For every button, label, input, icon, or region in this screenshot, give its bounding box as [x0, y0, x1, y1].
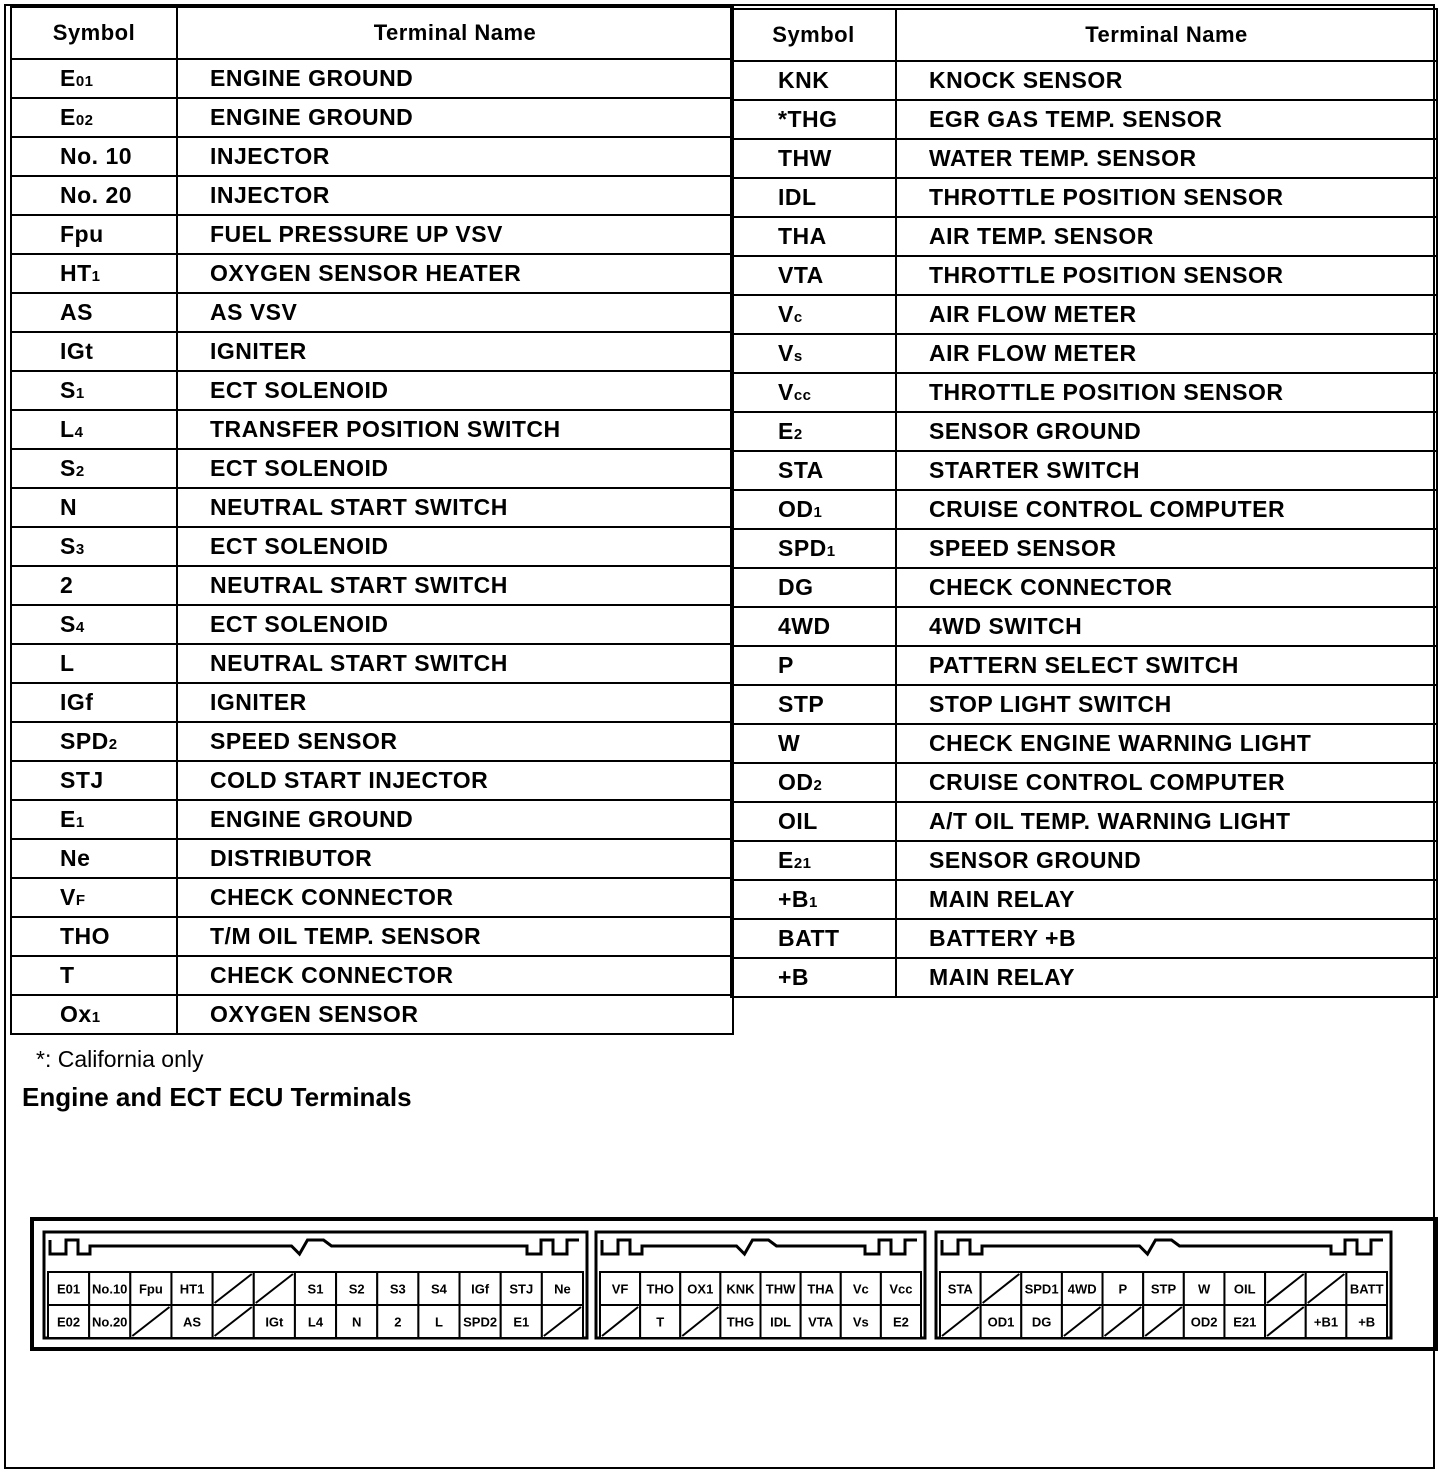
- symbol-text: 2: [60, 572, 74, 598]
- symbol-text: V: [778, 301, 794, 327]
- symbol-subscript: 1: [91, 268, 101, 285]
- table-row: [11, 332, 733, 371]
- table-row: [731, 568, 1437, 607]
- connector-pin-label: S4: [431, 1281, 447, 1297]
- terminal-name: STOP LIGHT SWITCH: [896, 685, 1437, 724]
- terminal-name: NEUTRAL START SWITCH: [177, 644, 733, 683]
- terminal-symbol: [11, 800, 177, 839]
- connector-pin-label: HT1: [179, 1281, 205, 1297]
- terminal-symbol: [731, 451, 896, 490]
- table-row: [11, 878, 733, 917]
- connector-pin-label: Fpu: [138, 1281, 163, 1297]
- terminal-name: MAIN RELAY: [896, 958, 1437, 997]
- symbol-text: SPD: [60, 728, 109, 754]
- connector-pin-label: Vc: [852, 1281, 869, 1297]
- symbol-subscript: 21: [793, 855, 812, 872]
- terminal-name: KNOCK SENSOR: [896, 61, 1437, 100]
- connector-pin-label: Vs: [852, 1314, 869, 1330]
- connector-latch-profile: [50, 1240, 579, 1254]
- terminal-name: IGNITER: [177, 332, 733, 371]
- connector-pin-label: IDL: [770, 1314, 792, 1330]
- symbol-text: SPD: [778, 535, 827, 561]
- table-row: [731, 373, 1437, 412]
- connector-pin-label: THO: [646, 1281, 674, 1297]
- terminal-symbol: [731, 919, 896, 958]
- table-row: [11, 527, 733, 566]
- terminal-name: AIR FLOW METER: [896, 334, 1437, 373]
- table-row: [731, 139, 1437, 178]
- symbol-text: +B: [778, 886, 810, 912]
- symbol-text: STJ: [60, 767, 104, 793]
- table-row: [11, 800, 733, 839]
- connector-pin-label: E02: [57, 1314, 81, 1330]
- terminal-symbol: [11, 98, 177, 137]
- table-row: [11, 644, 733, 683]
- symbol-text: THO: [60, 923, 111, 949]
- connector-pin-label: OIL: [1233, 1281, 1256, 1297]
- symbol-text: E: [778, 847, 794, 873]
- connector-pin-label: +B1: [1313, 1314, 1339, 1330]
- table-row: [11, 683, 733, 722]
- terminal-name: THROTTLE POSITION SENSOR: [896, 178, 1437, 217]
- symbol-text: *THG: [778, 106, 838, 132]
- symbol-text: S: [60, 455, 76, 481]
- terminal-name: CHECK CONNECTOR: [177, 878, 733, 917]
- terminal-symbol: [11, 878, 177, 917]
- connector-pin-label: E2: [892, 1314, 909, 1330]
- terminal-symbol: [11, 215, 177, 254]
- connector-pin-label: Vcc: [889, 1281, 913, 1297]
- table-row: [11, 449, 733, 488]
- connector-pin-label: No.20: [92, 1314, 128, 1330]
- terminal-name: ENGINE GROUND: [177, 800, 733, 839]
- table-row: [11, 59, 733, 98]
- table-row: [731, 646, 1437, 685]
- symbol-text: IDL: [778, 184, 817, 210]
- symbol-text: S: [60, 533, 76, 559]
- terminal-symbol: [731, 178, 896, 217]
- connector-pin-label: S3: [389, 1281, 406, 1297]
- terminal-name: NEUTRAL START SWITCH: [177, 488, 733, 527]
- table-row: [731, 802, 1437, 841]
- symbol-subscript: 2: [75, 463, 85, 480]
- connector-pin-label: +B: [1358, 1314, 1376, 1330]
- terminal-symbol: [731, 100, 896, 139]
- connector-latch-profile: [942, 1240, 1383, 1254]
- terminal-symbol: [11, 956, 177, 995]
- symbol-subscript: 2: [108, 736, 118, 753]
- table-row: [731, 295, 1437, 334]
- table-row: [731, 178, 1437, 217]
- terminal-symbol: [11, 254, 177, 293]
- terminal-name: AIR TEMP. SENSOR: [896, 217, 1437, 256]
- terminal-symbol: [11, 644, 177, 683]
- connector-pin-label: 2: [394, 1314, 402, 1330]
- terminal-name: CHECK ENGINE WARNING LIGHT: [896, 724, 1437, 763]
- symbol-text: E: [778, 418, 794, 444]
- table-row: [11, 995, 733, 1034]
- terminal-name: MAIN RELAY: [896, 880, 1437, 919]
- symbol-subscript: 1: [809, 894, 818, 911]
- terminal-name: INJECTOR: [177, 176, 733, 215]
- terminal-name: 4WD SWITCH: [896, 607, 1437, 646]
- symbol-text: BATT: [778, 925, 840, 951]
- terminal-symbol: [731, 958, 896, 997]
- terminal-name: AIR FLOW METER: [896, 295, 1437, 334]
- symbol-text: IGt: [60, 338, 94, 364]
- connector-pin-label: W: [1197, 1281, 1211, 1297]
- connector-pin-label: IGf: [471, 1281, 490, 1297]
- connector-latch-profile: [602, 1240, 917, 1254]
- terminal-name: ECT SOLENOID: [177, 605, 733, 644]
- terminal-name: DISTRIBUTOR: [177, 839, 733, 878]
- table-row: [731, 100, 1437, 139]
- table-row: [731, 919, 1437, 958]
- connector-pin-label: S1: [307, 1281, 324, 1297]
- connector-pin-label: IGt: [265, 1314, 284, 1330]
- connector-pin-label: STJ: [509, 1281, 534, 1297]
- connector-pin-label: THW: [765, 1281, 796, 1297]
- terminal-name: OXYGEN SENSOR HEATER: [177, 254, 733, 293]
- table-row: [731, 841, 1437, 880]
- connector-pin-label: No.10: [92, 1281, 128, 1297]
- table-row: [731, 256, 1437, 295]
- terminal-symbol: [731, 568, 896, 607]
- terminal-name: IGNITER: [177, 683, 733, 722]
- table-row: [11, 761, 733, 800]
- terminal-name: ENGINE GROUND: [177, 98, 733, 137]
- symbol-text: S: [60, 611, 76, 637]
- connector-pin-label: E21: [1233, 1314, 1257, 1330]
- terminal-name: INJECTOR: [177, 137, 733, 176]
- terminal-name: ECT SOLENOID: [177, 371, 733, 410]
- terminal-symbol: [731, 607, 896, 646]
- table-row: [11, 254, 733, 293]
- terminal-name: ECT SOLENOID: [177, 449, 733, 488]
- symbol-subscript: 02: [75, 112, 94, 129]
- table-row: [731, 529, 1437, 568]
- terminal-symbol: [731, 490, 896, 529]
- symbol-text: W: [778, 730, 801, 756]
- terminal-name: AS VSV: [177, 293, 733, 332]
- symbol-text: N: [60, 494, 78, 520]
- symbol-text: L: [60, 416, 75, 442]
- symbol-text: V: [778, 340, 794, 366]
- table-row: [11, 410, 733, 449]
- terminal-name: PATTERN SELECT SWITCH: [896, 646, 1437, 685]
- table-row: [11, 137, 733, 176]
- symbol-subscript: 1: [75, 385, 85, 402]
- terminal-symbol: [11, 917, 177, 956]
- terminal-name: CRUISE CONTROL COMPUTER: [896, 490, 1437, 529]
- figure-caption: Engine and ECT ECU Terminals: [22, 1082, 412, 1112]
- terminal-name: NEUTRAL START SWITCH: [177, 566, 733, 605]
- connector-pin-label: E01: [57, 1281, 81, 1297]
- symbol-text: +B: [778, 964, 810, 990]
- table-row: [11, 215, 733, 254]
- table-row: [11, 176, 733, 215]
- symbol-text: AS: [60, 299, 93, 325]
- table-row: [11, 605, 733, 644]
- symbol-text: T: [60, 962, 75, 988]
- terminal-table-left: [10, 6, 734, 1035]
- terminal-name: ENGINE GROUND: [177, 59, 733, 98]
- terminal-symbol: [731, 763, 896, 802]
- symbol-text: OIL: [778, 808, 818, 834]
- terminal-symbol: [11, 293, 177, 332]
- symbol-header: Symbol: [731, 9, 896, 61]
- table-row: [731, 724, 1437, 763]
- symbol-text: No. 20: [60, 182, 133, 208]
- table-row: [731, 880, 1437, 919]
- terminal-symbol: [11, 137, 177, 176]
- connector-pin-label: STA: [947, 1281, 973, 1297]
- terminal-name: BATTERY +B: [896, 919, 1437, 958]
- table-row: [11, 566, 733, 605]
- connector-pin-label: E1: [513, 1314, 530, 1330]
- terminal-name: SPEED SENSOR: [896, 529, 1437, 568]
- terminal-name: CHECK CONNECTOR: [177, 956, 733, 995]
- symbol-text: KNK: [778, 67, 830, 93]
- terminal-symbol: [731, 724, 896, 763]
- symbol-text: S: [60, 377, 76, 403]
- symbol-text: IGf: [60, 689, 94, 715]
- table-row: [731, 763, 1437, 802]
- table-row: [731, 451, 1437, 490]
- terminal-name: SPEED SENSOR: [177, 722, 733, 761]
- terminal-symbol: [11, 683, 177, 722]
- terminal-name: EGR GAS TEMP. SENSOR: [896, 100, 1437, 139]
- terminal-name: THROTTLE POSITION SENSOR: [896, 256, 1437, 295]
- terminal-name: COLD START INJECTOR: [177, 761, 733, 800]
- symbol-text: VTA: [778, 262, 824, 288]
- terminal-name: CRUISE CONTROL COMPUTER: [896, 763, 1437, 802]
- terminal-symbol: [731, 529, 896, 568]
- connector-pin-label: Ne: [554, 1281, 571, 1297]
- table-row: [11, 722, 733, 761]
- table-row: [11, 371, 733, 410]
- connector-pin-label: L: [434, 1314, 443, 1330]
- connector-pin-label: KNK: [726, 1281, 755, 1297]
- terminal-name-header: Terminal Name: [177, 7, 733, 59]
- terminal-name: TRANSFER POSITION SWITCH: [177, 410, 733, 449]
- symbol-text: OD: [778, 769, 814, 795]
- symbol-text: THA: [778, 223, 827, 249]
- connector-pin-label: L4: [307, 1314, 324, 1330]
- terminal-name: CHECK CONNECTOR: [896, 568, 1437, 607]
- symbol-text: V: [60, 884, 76, 910]
- connector-pin-label: BATT: [1349, 1281, 1384, 1297]
- connector-pin-label: T: [656, 1314, 665, 1330]
- terminal-symbol: [11, 722, 177, 761]
- symbol-text: DG: [778, 574, 814, 600]
- terminal-name: ECT SOLENOID: [177, 527, 733, 566]
- terminal-symbol: [731, 373, 896, 412]
- terminal-symbol: [11, 332, 177, 371]
- table-row: [731, 685, 1437, 724]
- table-row: [731, 958, 1437, 997]
- symbol-subscript: c: [793, 309, 803, 326]
- terminal-symbol: [731, 334, 896, 373]
- table-row: [731, 334, 1437, 373]
- symbol-subscript: 1: [813, 504, 823, 521]
- table-row: [731, 61, 1437, 100]
- terminal-symbol: [731, 841, 896, 880]
- terminal-name: A/T OIL TEMP. WARNING LIGHT: [896, 802, 1437, 841]
- terminal-symbol: [11, 410, 177, 449]
- connector-pin-label: DG: [1031, 1314, 1052, 1330]
- terminal-symbol: [11, 605, 177, 644]
- terminal-symbol: [11, 839, 177, 878]
- symbol-text: V: [778, 379, 794, 405]
- symbol-text: P: [778, 652, 794, 678]
- symbol-text: STA: [778, 457, 824, 483]
- connector-pin-label: THA: [807, 1281, 835, 1297]
- connector-pin-label: OX1: [687, 1281, 714, 1297]
- symbol-subscript: 1: [75, 814, 85, 831]
- terminal-symbol: [11, 761, 177, 800]
- connector-pin-label: S2: [348, 1281, 365, 1297]
- symbol-subscript: 2: [793, 426, 803, 443]
- connector-pin-label: AS: [183, 1314, 202, 1330]
- terminal-name: THROTTLE POSITION SENSOR: [896, 373, 1437, 412]
- terminal-symbol: [731, 646, 896, 685]
- symbol-text: STP: [778, 691, 825, 717]
- ecu-connector-diagram: [30, 1216, 1440, 1356]
- table-row: [11, 956, 733, 995]
- terminal-symbol: [11, 995, 177, 1034]
- symbol-text: L: [60, 650, 75, 676]
- table-row: [11, 839, 733, 878]
- table-row: [731, 412, 1437, 451]
- terminal-symbol: [731, 61, 896, 100]
- terminal-table-right: [730, 8, 1438, 998]
- connector-pin-label: VTA: [808, 1314, 834, 1330]
- symbol-text: OD: [778, 496, 814, 522]
- terminal-symbol: [731, 295, 896, 334]
- terminal-symbol: [11, 527, 177, 566]
- symbol-subscript: 4: [74, 424, 84, 441]
- connector-pin-label: OD1: [987, 1314, 1015, 1330]
- terminal-name: T/M OIL TEMP. SENSOR: [177, 917, 733, 956]
- terminal-name: WATER TEMP. SENSOR: [896, 139, 1437, 178]
- symbol-text: 4WD: [778, 613, 831, 639]
- terminal-symbol: [731, 685, 896, 724]
- connector-pin-label: VF: [611, 1281, 629, 1297]
- terminal-symbol: [731, 880, 896, 919]
- connector-pin-label: THG: [726, 1314, 755, 1330]
- symbol-subscript: 3: [75, 541, 85, 558]
- connector-pin-label: N: [351, 1314, 362, 1330]
- terminal-symbol: [731, 256, 896, 295]
- symbol-text: THW: [778, 145, 832, 171]
- symbol-text: E: [60, 806, 76, 832]
- connector-pin-label: SPD1: [1024, 1281, 1059, 1297]
- terminal-symbol: [11, 449, 177, 488]
- connector-pin-label: 4WD: [1067, 1281, 1097, 1297]
- terminal-symbol: [731, 217, 896, 256]
- symbol-subscript: 1: [826, 543, 836, 560]
- terminal-symbol: [11, 176, 177, 215]
- terminal-symbol: [731, 139, 896, 178]
- table-row: [11, 488, 733, 527]
- table-row: [731, 217, 1437, 256]
- connector-pin-label: SPD2: [463, 1314, 498, 1330]
- symbol-text: Fpu: [60, 221, 104, 247]
- symbol-text: E: [60, 65, 76, 91]
- terminal-name: OXYGEN SENSOR: [177, 995, 733, 1034]
- symbol-subscript: 2: [813, 777, 823, 794]
- symbol-text: HT: [60, 260, 92, 286]
- terminal-name: SENSOR GROUND: [896, 841, 1437, 880]
- table-row: [11, 98, 733, 137]
- symbol-text: Ne: [60, 845, 91, 871]
- symbol-subscript: 1: [91, 1009, 101, 1026]
- connector-pin-label: OD2: [1190, 1314, 1218, 1330]
- terminal-symbol: [11, 488, 177, 527]
- terminal-name: SENSOR GROUND: [896, 412, 1437, 451]
- terminal-symbol: [731, 412, 896, 451]
- terminal-symbol: [11, 371, 177, 410]
- symbol-subscript: F: [75, 892, 86, 909]
- footnote: *: California only: [36, 1046, 204, 1072]
- table-row: [11, 917, 733, 956]
- symbol-subscript: s: [793, 348, 803, 365]
- terminal-symbol: [11, 566, 177, 605]
- terminal-symbol: [11, 59, 177, 98]
- terminal-symbol: [731, 802, 896, 841]
- table-row: [11, 293, 733, 332]
- symbol-header: Symbol: [11, 7, 177, 59]
- symbol-text: Ox: [60, 1001, 92, 1027]
- symbol-text: No. 10: [60, 143, 133, 169]
- connector-pin-label: P: [1118, 1281, 1128, 1297]
- table-row: [731, 490, 1437, 529]
- terminal-name: STARTER SWITCH: [896, 451, 1437, 490]
- terminal-name-header: Terminal Name: [896, 9, 1437, 61]
- symbol-subscript: cc: [793, 387, 812, 404]
- terminal-name: FUEL PRESSURE UP VSV: [177, 215, 733, 254]
- symbol-subscript: 4: [75, 619, 85, 636]
- connector-pin-label: STP: [1150, 1281, 1177, 1297]
- symbol-subscript: 01: [75, 73, 94, 90]
- symbol-text: E: [60, 104, 76, 130]
- table-row: [731, 607, 1437, 646]
